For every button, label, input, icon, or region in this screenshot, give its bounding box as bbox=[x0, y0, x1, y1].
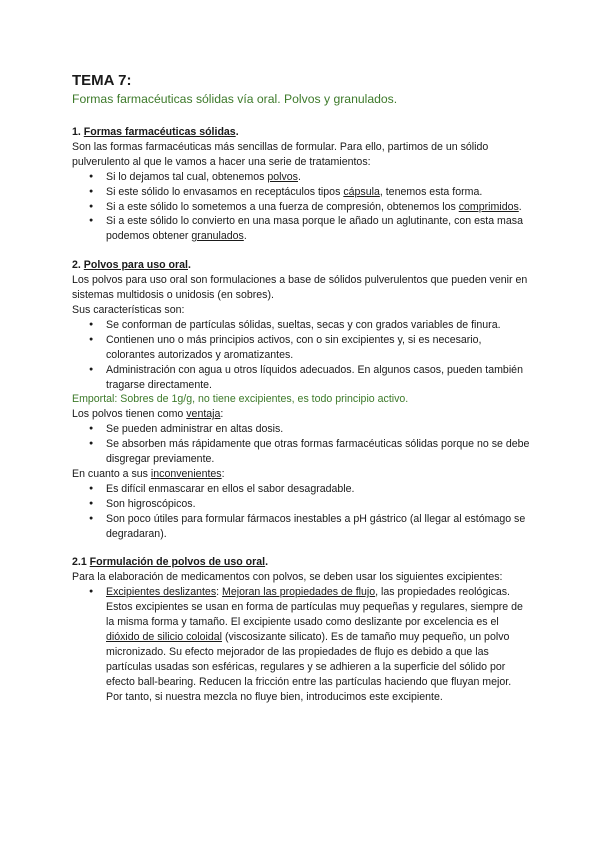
page-subtitle: Formas farmacéuticas sólidas vía oral. Polvos y granulados. bbox=[72, 92, 398, 106]
section-1-intro: Son las formas farmacéuticas más sencillas de formular. Para ello, partimos de un sólido pulverulento al que le vamos a hacer una serie de tratamientos: bbox=[72, 140, 489, 168]
list-item: ● Son higroscópicos. bbox=[72, 497, 532, 512]
list-item: ● Excipientes deslizantes: Mejoran las propiedades de flujo, las propiedades reológicas. bbox=[72, 585, 532, 600]
advantages-label: Los polvos tienen como ventaja: bbox=[72, 408, 224, 421]
excipients-paragraph: Estos excipientes se usan en forma de partículas muy pequeñas y regulares, siempre de la misma forma y tamaño. El excipiente usado como deslizante por excelencia es el dióxido de silicio coloidal (viscosizante silicato). Es de tamaño muy pequeño, un polvo micronizado. Su efecto mejorador de las propiedades de flujo es debido a que las partículas usadas son esféricas, regulares y se adhieren a la superficie del sólido por efecto ball-bearing. Reducen la fricción entre las partículas haciendo que fluyan mejor. bbox=[106, 601, 523, 688]
page-title: TEMA 7: bbox=[72, 72, 132, 89]
list-item: ● Se conforman de partículas sólidas, sueltas, secas y con grados variables de finura. bbox=[72, 318, 532, 333]
section-2-1-heading: 2.1 Formulación de polvos de uso oral. bbox=[72, 556, 269, 569]
example-note: Emportal: Sobres de 1g/g, no tiene excipientes, es todo principio activo. bbox=[72, 393, 409, 406]
section-1-list bbox=[72, 170, 532, 245]
list-item: ● Si a este sólido lo convierto en una masa porque le añado un aglutinante, con esta masa podemos obtener granulados. bbox=[72, 214, 532, 244]
excipients-conclusion: Por tanto, si nuestra mezcla no fluye bien, introducimos este excipiente. bbox=[106, 690, 443, 703]
list-item: ● Se pueden administrar en altas dosis. bbox=[72, 422, 532, 437]
section-2-1-intro: Para la elaboración de medicamentos con polvos, se deben usar los siguientes excipientes: bbox=[72, 571, 503, 584]
list-item: ● Se absorben más rápidamente que otras formas farmacéuticas sólidas porque no se debe disgregar previamente. bbox=[72, 437, 532, 467]
section-1-heading: 1. Formas farmacéuticas sólidas. bbox=[72, 126, 239, 138]
excipients-list bbox=[72, 585, 532, 600]
list-item: ● Administración con agua u otros líquidos adecuados. En algunos casos, pueden también tragarse directamente. bbox=[72, 363, 532, 393]
section-2-heading: 2. Polvos para uso oral. bbox=[72, 259, 191, 272]
list-item: ● Si lo dejamos tal cual, obtenemos polvos. bbox=[72, 170, 532, 185]
list-item: ● Contienen uno o más principios activos, con o sin excipientes y, si es necesario, colorantes autorizados y aromatizantes. bbox=[72, 333, 532, 363]
disadvantages-label: En cuanto a sus inconvenientes: bbox=[72, 467, 225, 480]
advantages-list bbox=[72, 422, 532, 467]
document-content bbox=[72, 72, 532, 705]
section-2-intro: Los polvos para uso oral son formulaciones a base de sólidos pulverulentos que pueden venir en sistemas multidosis o unidosis (en sobres). bbox=[72, 274, 528, 302]
list-item: ● Son poco útiles para formular fármacos inestables a pH gástrico (al llegar al estómago se degradaran). bbox=[72, 512, 532, 542]
characteristics-list bbox=[72, 318, 532, 393]
characteristics-label: Sus características son: bbox=[72, 303, 185, 316]
list-item: ● Si este sólido lo envasamos en receptáculos tipos cápsula, tenemos esta forma. bbox=[72, 185, 532, 200]
disadvantages-list bbox=[72, 482, 532, 542]
list-item: ● Si a este sólido lo sometemos a una fuerza de compresión, obtenemos los comprimidos. bbox=[72, 200, 532, 215]
list-item: ● Es difícil enmascarar en ellos el sabor desagradable. bbox=[72, 482, 532, 497]
